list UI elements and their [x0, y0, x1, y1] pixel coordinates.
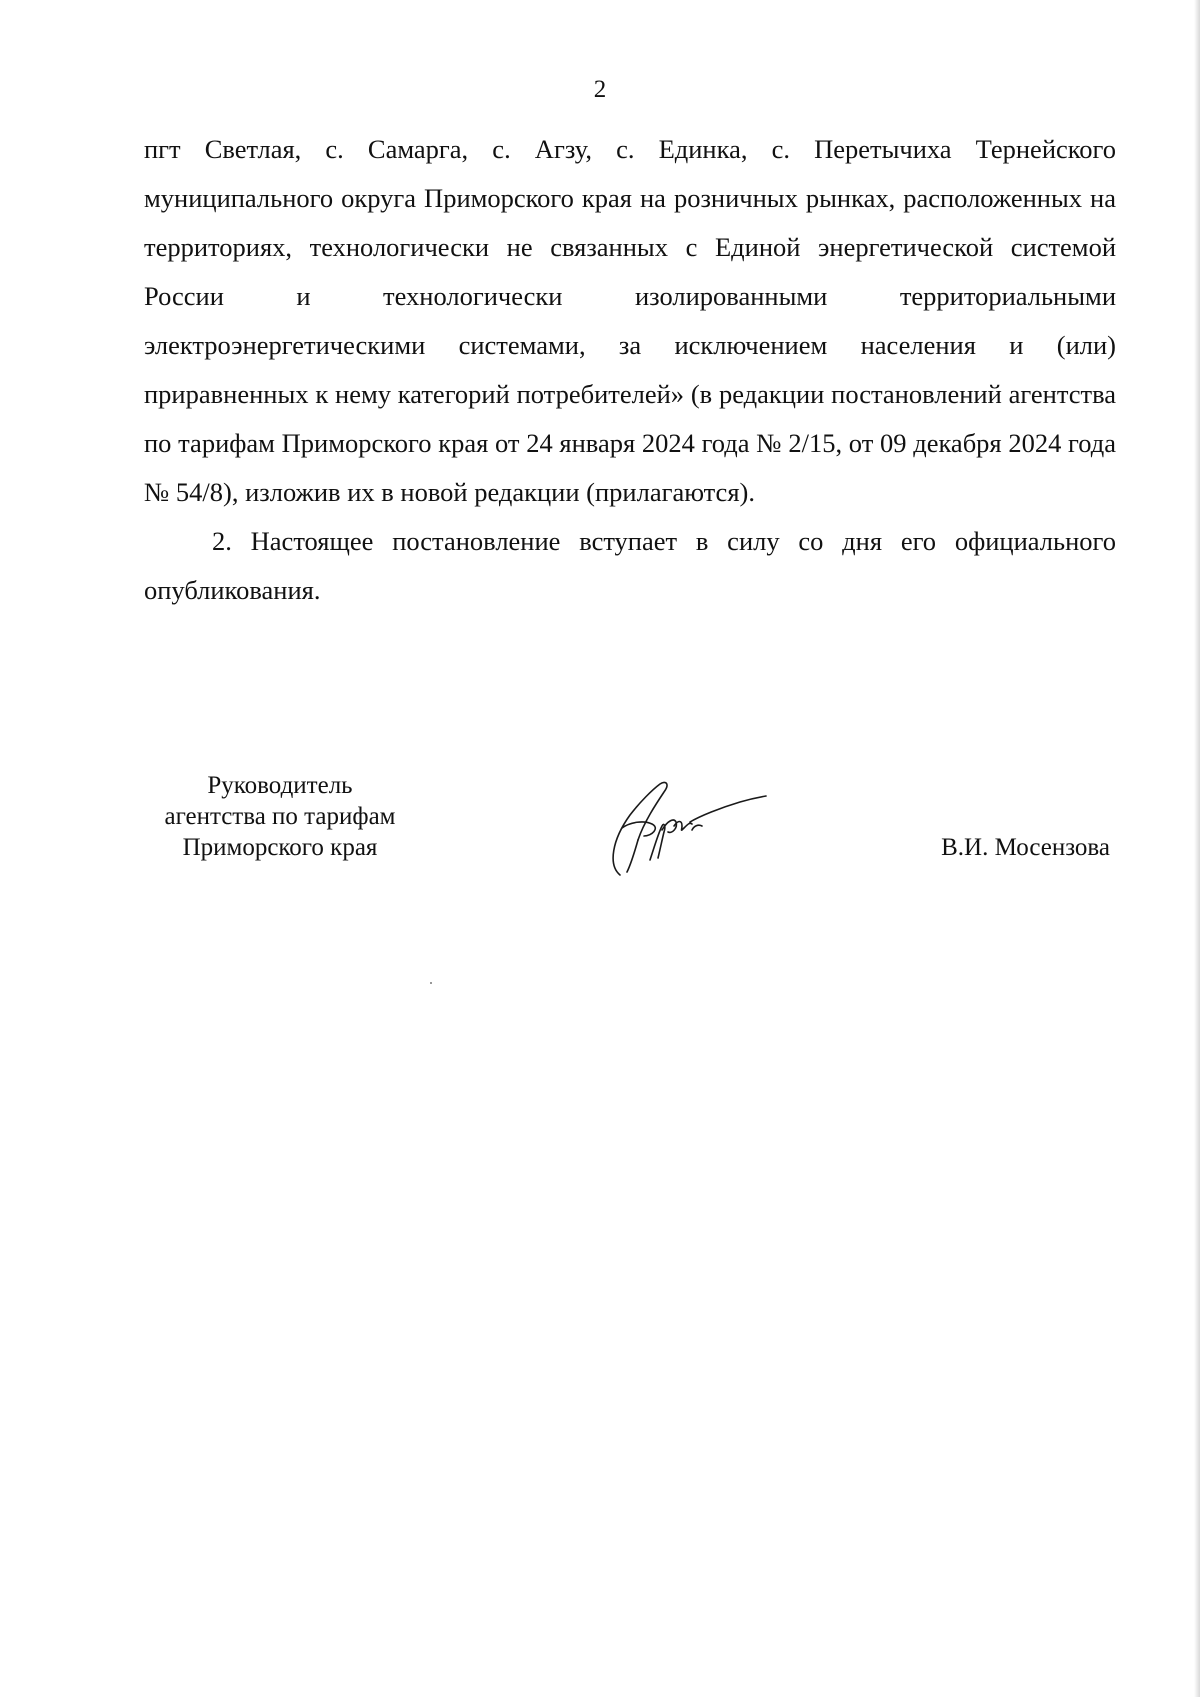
signer-name: В.И. Мосензова	[941, 834, 1110, 861]
scan-speck	[430, 982, 432, 984]
handwritten-signature-icon	[600, 770, 780, 880]
document-body	[144, 125, 1116, 615]
signatory-position	[120, 770, 440, 863]
position-line: агентства по тарифам	[164, 803, 396, 830]
paragraph-continuation: пгт Светлая, с. Самарга, с. Агзу, с. Единка, с. Перетычиха Тернейского муниципального округа Приморского края на розничных рынках, расположенных на территориях, технологически не связанных с Единой энергетической системой России и технологически изолированными территориальными электроэнергетическими системами, за исключением населения и (или) приравненных к нему категорий потребителей» (в редакции постановлений агентства по тарифам Приморского края от 24 января 2024 года № 2/15, от 09 декабря 2024 года № 54/8), изложив их в новой редакции (прилагаются).	[144, 134, 1116, 507]
page-edge	[1194, 0, 1200, 1697]
position-line: Руководитель	[207, 772, 353, 799]
page-number: 2	[593, 76, 607, 103]
paragraph-item-2: 2. Настоящее постановление вступает в силу со дня его официального опубликования.	[144, 526, 1116, 605]
position-line: Приморского края	[182, 834, 378, 861]
